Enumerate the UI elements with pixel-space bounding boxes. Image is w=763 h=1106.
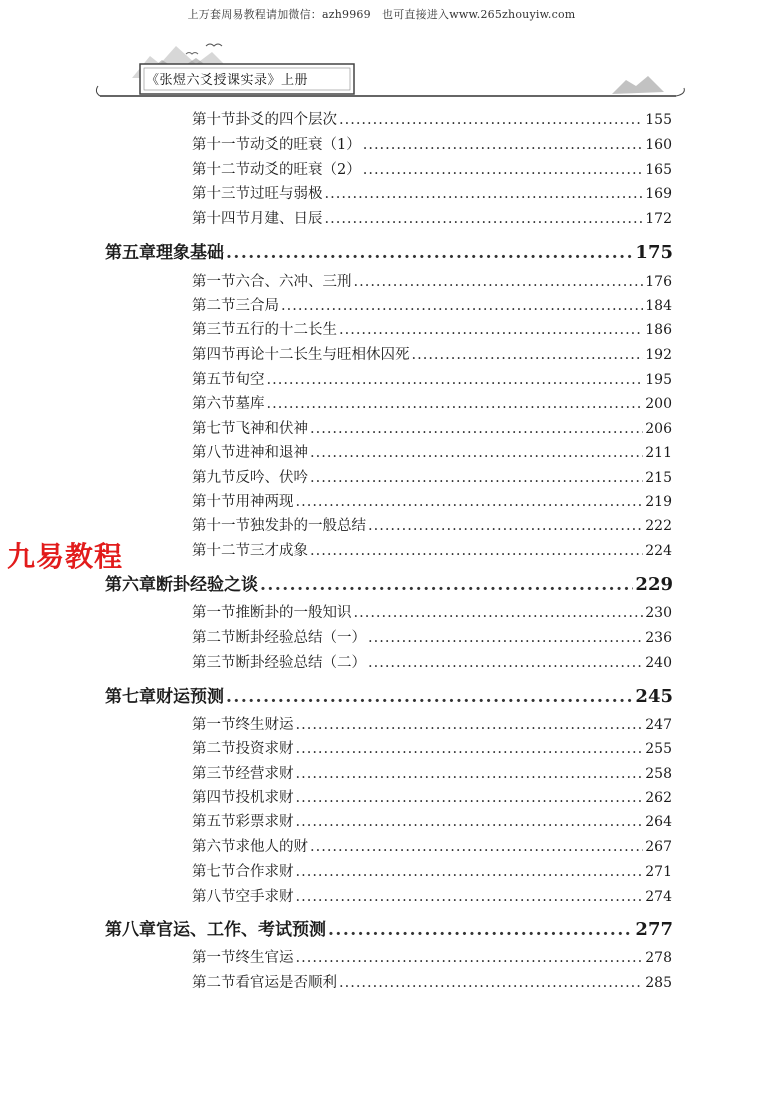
toc-page-number: 219 bbox=[645, 494, 672, 510]
toc-number: 第八章 bbox=[105, 920, 156, 940]
toc-page-number: 262 bbox=[645, 790, 672, 806]
toc-page-number: 192 bbox=[645, 347, 672, 363]
toc-page-number: 224 bbox=[645, 543, 672, 559]
toc-title: 求他人的财 bbox=[235, 839, 308, 855]
toc-number: 第七节 bbox=[192, 864, 236, 880]
toc-leader-dots bbox=[296, 766, 644, 782]
toc-page-number: 247 bbox=[645, 717, 672, 733]
toc-number: 第十节 bbox=[192, 112, 236, 128]
toc-leader-dots bbox=[296, 741, 644, 757]
toc-number: 第十三节 bbox=[192, 186, 250, 202]
toc-leader-dots bbox=[339, 975, 643, 991]
toc-number: 第十二节 bbox=[192, 543, 250, 559]
toc-page-number: 169 bbox=[645, 186, 672, 202]
toc-page-number: 211 bbox=[645, 445, 672, 461]
toc-title: 断卦经验总结（二） bbox=[235, 655, 366, 671]
toc-section-row[interactable] bbox=[192, 158, 672, 179]
toc-page-number: 215 bbox=[645, 470, 672, 486]
toc-number: 第八节 bbox=[192, 445, 236, 461]
toc-section-row[interactable] bbox=[192, 835, 672, 856]
toc-title: 反吟、伏吟 bbox=[235, 470, 308, 486]
toc-section-row[interactable] bbox=[192, 601, 672, 622]
toc-number: 第五节 bbox=[192, 372, 236, 388]
toc-section-row[interactable] bbox=[192, 270, 672, 291]
toc-title: 官运、工作、考试预测 bbox=[156, 920, 326, 940]
toc-section-row[interactable] bbox=[192, 417, 672, 438]
toc-page-number: 160 bbox=[645, 137, 672, 153]
toc-number: 第九节 bbox=[192, 470, 236, 486]
toc-leader-dots bbox=[296, 790, 644, 806]
toc-section-row[interactable] bbox=[192, 108, 672, 129]
toc-title: 旬空 bbox=[235, 372, 265, 388]
toc-title: 动爻的旺衰（2） bbox=[250, 162, 361, 178]
toc-leader-dots bbox=[310, 445, 643, 461]
toc-leader-dots bbox=[296, 814, 644, 830]
toc-leader-dots bbox=[267, 396, 644, 412]
toc-number: 第六章 bbox=[105, 575, 156, 595]
toc-number: 第五节 bbox=[192, 814, 236, 830]
toc-title: 动爻的旺衰（1） bbox=[250, 137, 361, 153]
toc-section-row[interactable] bbox=[192, 885, 672, 906]
toc-leader-dots bbox=[296, 494, 644, 510]
toc-number: 第七节 bbox=[192, 421, 236, 437]
toc-number: 第十一节 bbox=[192, 518, 250, 534]
toc-leader-dots bbox=[296, 950, 644, 966]
toc-number: 第二节 bbox=[192, 630, 236, 646]
toc-title: 独发卦的一般总结 bbox=[250, 518, 366, 534]
toc-page-number: 165 bbox=[645, 162, 672, 178]
toc-page-number: 186 bbox=[645, 322, 672, 338]
toc-chapter-row[interactable] bbox=[105, 570, 673, 595]
toc-page-number: 278 bbox=[645, 950, 672, 966]
toc-title: 投资求财 bbox=[235, 741, 294, 757]
toc-leader-dots bbox=[226, 243, 633, 263]
toc-number: 第十节 bbox=[192, 494, 236, 510]
toc-leader-dots bbox=[267, 372, 644, 388]
toc-title: 进神和退神 bbox=[235, 445, 308, 461]
toc-title: 投机求财 bbox=[235, 790, 294, 806]
toc-title: 五行的十二长生 bbox=[235, 322, 337, 338]
toc-leader-dots bbox=[226, 687, 633, 707]
toc-title: 推断卦的一般知识 bbox=[235, 605, 352, 621]
toc-number: 第十一节 bbox=[192, 137, 250, 153]
toc-section-row[interactable] bbox=[192, 860, 672, 881]
toc-title: 飞神和伏神 bbox=[235, 421, 308, 437]
toc-title: 终生官运 bbox=[235, 950, 294, 966]
toc-section-row[interactable] bbox=[192, 810, 672, 831]
toc-page-number: 271 bbox=[645, 864, 672, 880]
toc-title: 断卦经验总结（一） bbox=[235, 630, 366, 646]
toc-section-row[interactable] bbox=[192, 713, 672, 734]
toc-number: 第十四节 bbox=[192, 211, 250, 227]
toc-number: 第十二节 bbox=[192, 162, 250, 178]
toc-number: 第七章 bbox=[105, 687, 156, 707]
toc-leader-dots bbox=[368, 630, 643, 646]
toc-page-number: 229 bbox=[635, 574, 673, 595]
toc-section-row[interactable] bbox=[192, 514, 672, 535]
toc-leader-dots bbox=[310, 543, 643, 559]
toc-title: 再论十二长生与旺相休囚死 bbox=[235, 347, 410, 363]
book-title: 《张煜六爻授课实录》上册 bbox=[146, 73, 309, 88]
toc-chapter-row[interactable] bbox=[105, 238, 673, 263]
toc-section-row[interactable] bbox=[192, 133, 672, 154]
toc-section-row[interactable] bbox=[192, 971, 672, 992]
toc-leader-dots bbox=[310, 421, 643, 437]
toc-page-number: 184 bbox=[645, 298, 672, 314]
toc-title: 看官运是否顺利 bbox=[235, 975, 337, 991]
toc-leader-dots bbox=[363, 162, 644, 178]
toc-number: 第三节 bbox=[192, 655, 236, 671]
toc-title: 墓库 bbox=[235, 396, 265, 412]
toc-title: 断卦经验之谈 bbox=[156, 575, 258, 595]
toc-leader-dots bbox=[412, 347, 644, 363]
toc-chapter-row[interactable] bbox=[105, 682, 673, 707]
toc-title: 财运预测 bbox=[156, 687, 224, 707]
toc-number: 第三节 bbox=[192, 766, 236, 782]
toc-title: 卦爻的四个层次 bbox=[235, 112, 337, 128]
toc-page-number: 240 bbox=[645, 655, 672, 671]
toc-leader-dots bbox=[368, 655, 643, 671]
toc-leader-dots bbox=[281, 298, 643, 314]
toc-title: 过旺与弱极 bbox=[250, 186, 323, 202]
toc-number: 第一节 bbox=[192, 605, 236, 621]
toc-section-row[interactable] bbox=[192, 626, 672, 647]
toc-title: 终生财运 bbox=[235, 717, 294, 733]
toc-title: 彩票求财 bbox=[235, 814, 294, 830]
toc-number: 第一节 bbox=[192, 717, 236, 733]
toc-number: 第五章 bbox=[105, 243, 156, 263]
toc-section-row[interactable] bbox=[192, 737, 672, 758]
toc-section-row[interactable] bbox=[192, 318, 672, 339]
toc-number: 第六节 bbox=[192, 396, 236, 412]
toc-page-number: 258 bbox=[645, 766, 672, 782]
toc-section-row[interactable] bbox=[192, 182, 672, 203]
toc-chapter-row[interactable] bbox=[105, 915, 673, 940]
toc-number: 第一节 bbox=[192, 274, 236, 290]
toc-page-number: 285 bbox=[645, 975, 672, 991]
toc-section-row[interactable] bbox=[192, 490, 672, 511]
toc-leader-dots bbox=[339, 112, 643, 128]
toc-page-number: 230 bbox=[645, 605, 672, 621]
toc-page-number: 206 bbox=[645, 421, 672, 437]
toc-title: 月建、日辰 bbox=[250, 211, 323, 227]
toc-section-row[interactable] bbox=[192, 539, 672, 560]
watermark-text: 九易教程 bbox=[7, 540, 124, 573]
toc-title: 经营求财 bbox=[235, 766, 294, 782]
toc-leader-dots bbox=[260, 575, 633, 595]
toc-title: 三才成象 bbox=[250, 543, 308, 559]
toc-page-number: 264 bbox=[645, 814, 672, 830]
toc-page-number: 175 bbox=[635, 242, 673, 263]
toc-leader-dots bbox=[354, 605, 644, 621]
toc-title: 三合局 bbox=[235, 298, 279, 314]
toc-number: 第四节 bbox=[192, 790, 236, 806]
toc-section-row[interactable] bbox=[192, 207, 672, 228]
toc-title: 空手求财 bbox=[235, 889, 294, 905]
toc-title: 合作求财 bbox=[235, 864, 294, 880]
toc-leader-dots bbox=[296, 889, 644, 905]
toc-leader-dots bbox=[296, 864, 644, 880]
toc-number: 第二节 bbox=[192, 975, 236, 991]
toc-page-number: 267 bbox=[645, 839, 672, 855]
toc-title: 六合、六冲、三刑 bbox=[235, 274, 352, 290]
toc-page-number: 245 bbox=[635, 686, 673, 707]
toc-number: 第八节 bbox=[192, 889, 236, 905]
toc-leader-dots bbox=[296, 717, 644, 733]
top-banner: 上万套周易教程请加微信：azh9969 也可直接进入www.265zhouyiw.com bbox=[187, 8, 576, 21]
toc-section-row[interactable] bbox=[192, 441, 672, 462]
toc-section-row[interactable] bbox=[192, 651, 672, 672]
toc-section-row[interactable] bbox=[192, 946, 672, 967]
toc-leader-dots bbox=[368, 518, 643, 534]
toc-page-number: 155 bbox=[645, 112, 672, 128]
toc-page-number: 236 bbox=[645, 630, 672, 646]
toc-page-number: 274 bbox=[645, 889, 672, 905]
toc-section-row[interactable] bbox=[192, 466, 672, 487]
toc-leader-dots bbox=[363, 137, 644, 153]
toc-number: 第六节 bbox=[192, 839, 236, 855]
toc-leader-dots bbox=[328, 920, 633, 940]
toc-leader-dots bbox=[354, 274, 644, 290]
toc-number: 第二节 bbox=[192, 741, 236, 757]
toc-section-row[interactable] bbox=[192, 786, 672, 807]
toc-number: 第一节 bbox=[192, 950, 236, 966]
toc-title: 理象基础 bbox=[156, 243, 224, 263]
toc-page-number: 277 bbox=[635, 919, 673, 940]
toc-number: 第三节 bbox=[192, 322, 236, 338]
toc-section-row[interactable] bbox=[192, 392, 672, 413]
toc-number: 第四节 bbox=[192, 347, 236, 363]
toc-section-row[interactable] bbox=[192, 343, 672, 364]
toc-title: 用神两现 bbox=[235, 494, 294, 510]
toc-page-number: 222 bbox=[645, 518, 672, 534]
toc-leader-dots bbox=[339, 322, 643, 338]
toc-number: 第二节 bbox=[192, 298, 236, 314]
toc-page-number: 172 bbox=[645, 211, 672, 227]
toc-page-number: 195 bbox=[645, 372, 672, 388]
toc-section-row[interactable] bbox=[192, 762, 672, 783]
toc-section-row[interactable] bbox=[192, 294, 672, 315]
toc-leader-dots bbox=[325, 186, 644, 202]
toc-section-row[interactable] bbox=[192, 368, 672, 389]
toc-page-number: 200 bbox=[645, 396, 672, 412]
toc-page-number: 255 bbox=[645, 741, 672, 757]
toc-page-number: 176 bbox=[645, 274, 672, 290]
toc-leader-dots bbox=[325, 211, 644, 227]
toc-leader-dots bbox=[310, 839, 643, 855]
toc-leader-dots bbox=[310, 470, 643, 486]
